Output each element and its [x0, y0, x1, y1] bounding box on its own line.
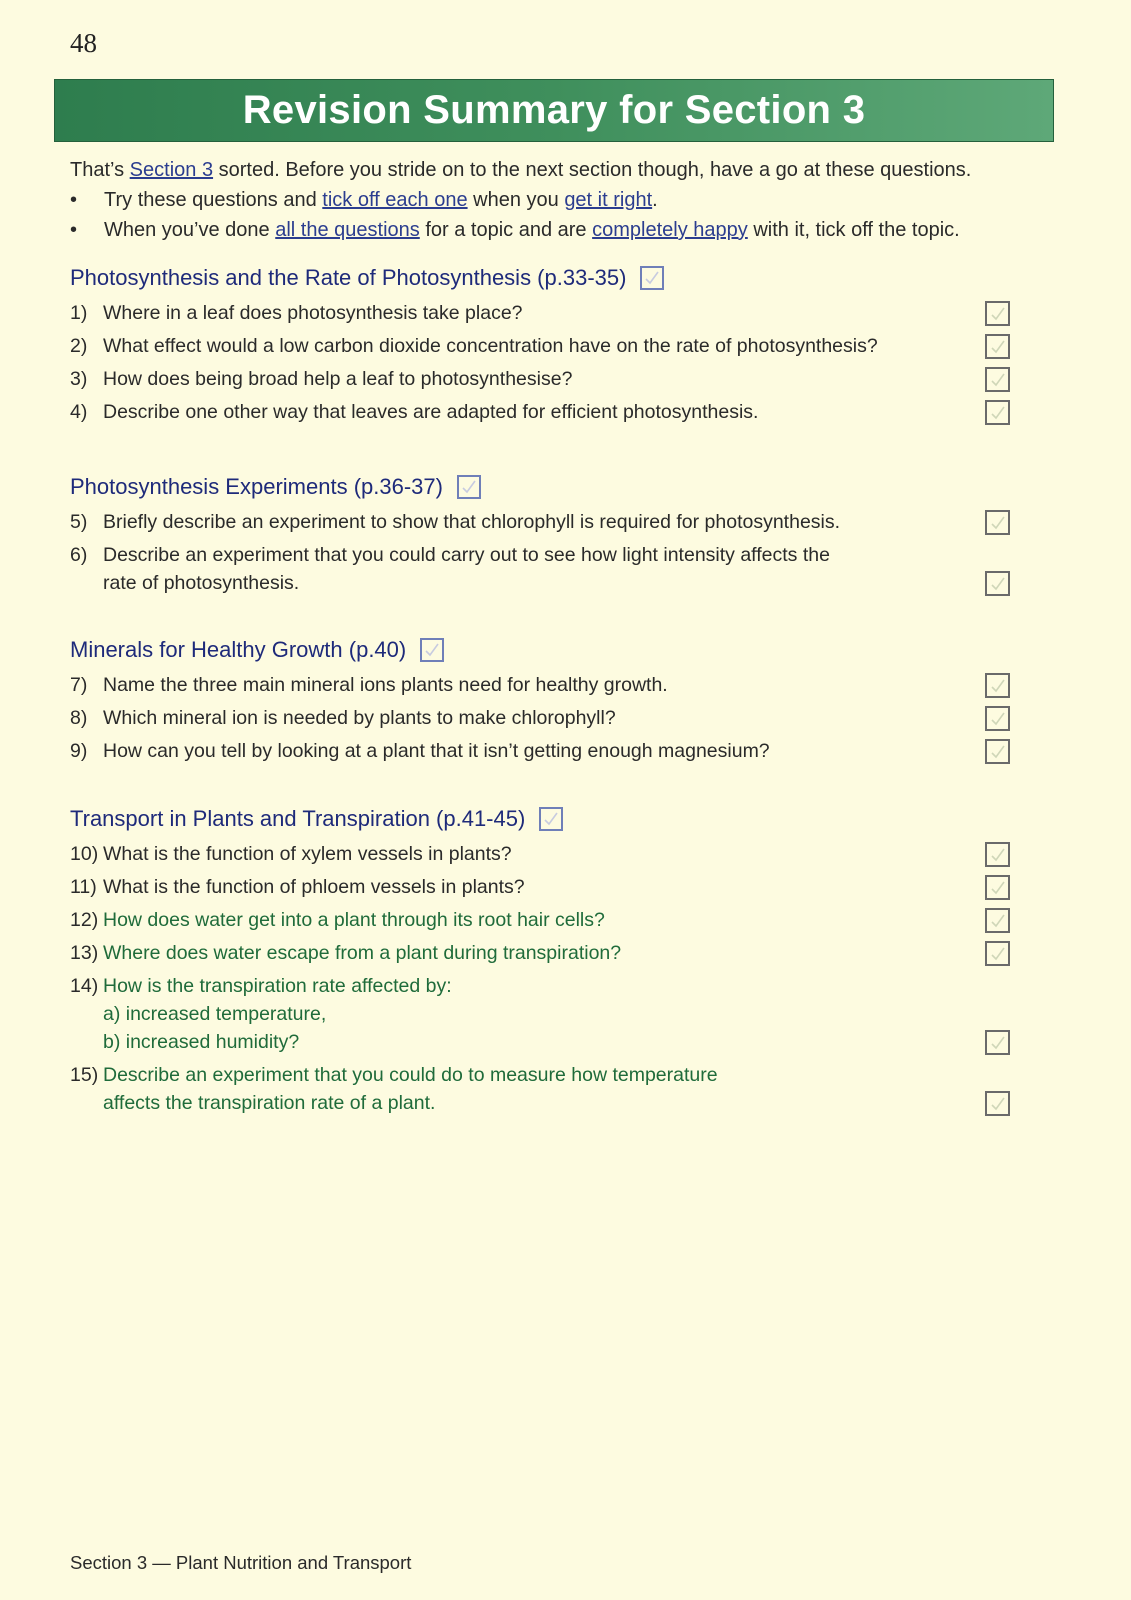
- tick-box-icon[interactable]: [985, 571, 1010, 596]
- section-minerals: [70, 635, 1050, 770]
- question-item: [70, 671, 1050, 699]
- bullet-text: When you’ve done: [104, 219, 276, 241]
- question-number: 5): [70, 511, 88, 533]
- question-line: How can you tell by looking at a plant that it isn’t getting enough magnesium?: [103, 740, 770, 762]
- question-item: [70, 704, 1050, 732]
- question-text: [103, 840, 953, 868]
- section-photosynthesis-experiments: [70, 472, 1050, 602]
- question-line: Name the three main mineral ions plants need for healthy growth.: [103, 674, 668, 696]
- page-number: 48: [70, 28, 97, 58]
- intro-bullets: [70, 185, 1070, 245]
- question-line: Describe an experiment that you could do to measure how temperature: [103, 1064, 718, 1086]
- question-line: affects the transpiration rate of a plant.: [103, 1092, 436, 1114]
- section-heading: [70, 635, 1050, 665]
- tick-box-icon[interactable]: [985, 941, 1010, 966]
- tick-box-icon[interactable]: [985, 706, 1010, 731]
- intro-text: That’s: [70, 159, 130, 181]
- question-line: What is the function of xylem vessels in plants?: [103, 843, 512, 865]
- section-heading: [70, 804, 1050, 834]
- question-text: [103, 398, 953, 426]
- question-number: 4): [70, 401, 88, 423]
- question-line: Where does water escape from a plant during transpiration?: [103, 942, 622, 964]
- bullet-text: .: [652, 189, 658, 211]
- question-line: Describe one other way that leaves are adapted for efficient photosynthesis.: [103, 401, 759, 423]
- question-item: [70, 737, 1050, 765]
- tick-off-link[interactable]: tick off each one: [322, 189, 468, 211]
- question-text: [103, 939, 953, 967]
- tick-box-icon[interactable]: [985, 367, 1010, 392]
- tick-box-icon[interactable]: [985, 842, 1010, 867]
- tick-box-icon[interactable]: [985, 1091, 1010, 1116]
- bullet-icon: •: [70, 189, 78, 211]
- question-text: [103, 508, 953, 536]
- question-item: [70, 840, 1050, 868]
- completely-happy-link[interactable]: completely happy: [592, 219, 748, 241]
- title-banner: [54, 79, 1054, 142]
- question-item: [70, 906, 1050, 934]
- question-number: 13): [70, 942, 99, 964]
- question-item: [70, 1061, 1050, 1117]
- question-number: 2): [70, 335, 88, 357]
- question-number: 1): [70, 302, 88, 324]
- section-heading: [70, 472, 1050, 502]
- tick-box-icon[interactable]: [539, 807, 563, 831]
- section-photosynthesis-rate: [70, 263, 1050, 431]
- bullet-text: for a topic and are: [419, 219, 593, 241]
- tick-box-icon[interactable]: [985, 400, 1010, 425]
- tick-box-icon[interactable]: [985, 510, 1010, 535]
- intro-bullet: [70, 215, 1070, 245]
- question-number: 14): [70, 975, 99, 997]
- intro: [70, 155, 1070, 245]
- question-number: 10): [70, 843, 99, 865]
- question-number: 8): [70, 707, 88, 729]
- question-number: 7): [70, 674, 88, 696]
- question-text: [103, 906, 953, 934]
- question-line: Describe an experiment that you could carry out to see how light intensity affects the: [103, 544, 830, 566]
- intro-line: [70, 155, 1070, 185]
- section-transport-transpiration: [70, 804, 1050, 1122]
- tick-box-icon[interactable]: [985, 908, 1010, 933]
- question-number: 6): [70, 544, 88, 566]
- question-text: [103, 1061, 953, 1117]
- question-text: [103, 671, 953, 699]
- bullet-text: with it, tick off the topic.: [747, 219, 960, 241]
- intro-text: sorted. Before you stride on to the next section though, have a go at these questions.: [213, 159, 972, 181]
- question-line: What effect would a low carbon dioxide concentration have on the rate of photosynthesis?: [103, 335, 878, 357]
- question-number: 9): [70, 740, 88, 762]
- question-line: How does being broad help a leaf to photosynthesise?: [103, 368, 573, 390]
- bullet-icon: •: [70, 219, 78, 241]
- question-number: 12): [70, 909, 99, 931]
- get-it-right-link[interactable]: get it right: [564, 189, 653, 211]
- tick-box-icon[interactable]: [985, 334, 1010, 359]
- question-text: [103, 704, 953, 732]
- section-heading: [70, 263, 1050, 293]
- tick-box-icon[interactable]: [457, 475, 481, 499]
- question-item: [70, 873, 1050, 901]
- tick-box-icon[interactable]: [640, 266, 664, 290]
- question-number: 11): [70, 876, 97, 898]
- question-line: How is the transpiration rate affected by:: [103, 975, 452, 997]
- tick-box-icon[interactable]: [420, 638, 444, 662]
- section-link[interactable]: Section 3: [129, 159, 214, 181]
- question-item: [70, 299, 1050, 327]
- bullet-text: when you: [467, 189, 565, 211]
- question-number: 15): [70, 1064, 99, 1086]
- page-title: Revision Summary for Section 3: [242, 88, 866, 132]
- section-heading-text: Photosynthesis Experiments (p.36-37): [70, 474, 443, 499]
- question-item: [70, 508, 1050, 536]
- section-heading-text: Minerals for Healthy Growth (p.40): [70, 637, 407, 662]
- tick-box-icon[interactable]: [985, 1030, 1010, 1055]
- all-questions-link[interactable]: all the questions: [275, 219, 420, 241]
- intro-bullet: [70, 185, 1070, 215]
- tick-box-icon[interactable]: [985, 301, 1010, 326]
- question-text: [103, 332, 953, 360]
- question-text: [103, 365, 953, 393]
- question-text: [103, 873, 953, 901]
- question-line: Where in a leaf does photosynthesis take place?: [103, 302, 523, 324]
- question-item: [70, 365, 1050, 393]
- question-item: [70, 939, 1050, 967]
- page-footer: Section 3 — Plant Nutrition and Transport: [70, 1552, 412, 1573]
- question-item: [70, 398, 1050, 426]
- question-item: [70, 541, 1050, 597]
- question-line: How does water get into a plant through its root hair cells?: [103, 909, 605, 931]
- question-number: 3): [70, 368, 88, 390]
- section-heading-text: Photosynthesis and the Rate of Photosynthesis (p.33-35): [70, 265, 627, 290]
- question-line: b) increased humidity?: [103, 1031, 300, 1053]
- question-item: [70, 332, 1050, 360]
- question-line: Briefly describe an experiment to show that chlorophyll is required for photosynthesis.: [103, 511, 841, 533]
- tick-box-icon[interactable]: [985, 673, 1010, 698]
- question-text: [103, 737, 953, 765]
- tick-box-icon[interactable]: [985, 739, 1010, 764]
- question-line: a) increased temperature,: [103, 1003, 327, 1025]
- question-line: Which mineral ion is needed by plants to make chlorophyll?: [103, 707, 616, 729]
- question-item: [70, 972, 1050, 1056]
- question-text: [103, 541, 953, 597]
- question-line: What is the function of phloem vessels in plants?: [103, 876, 525, 898]
- bullet-text: Try these questions and: [104, 189, 323, 211]
- question-line: rate of photosynthesis.: [103, 572, 300, 594]
- question-text: [103, 972, 953, 1056]
- tick-box-icon[interactable]: [985, 875, 1010, 900]
- question-text: [103, 299, 953, 327]
- section-heading-text: Transport in Plants and Transpiration (p.41-45): [70, 806, 526, 831]
